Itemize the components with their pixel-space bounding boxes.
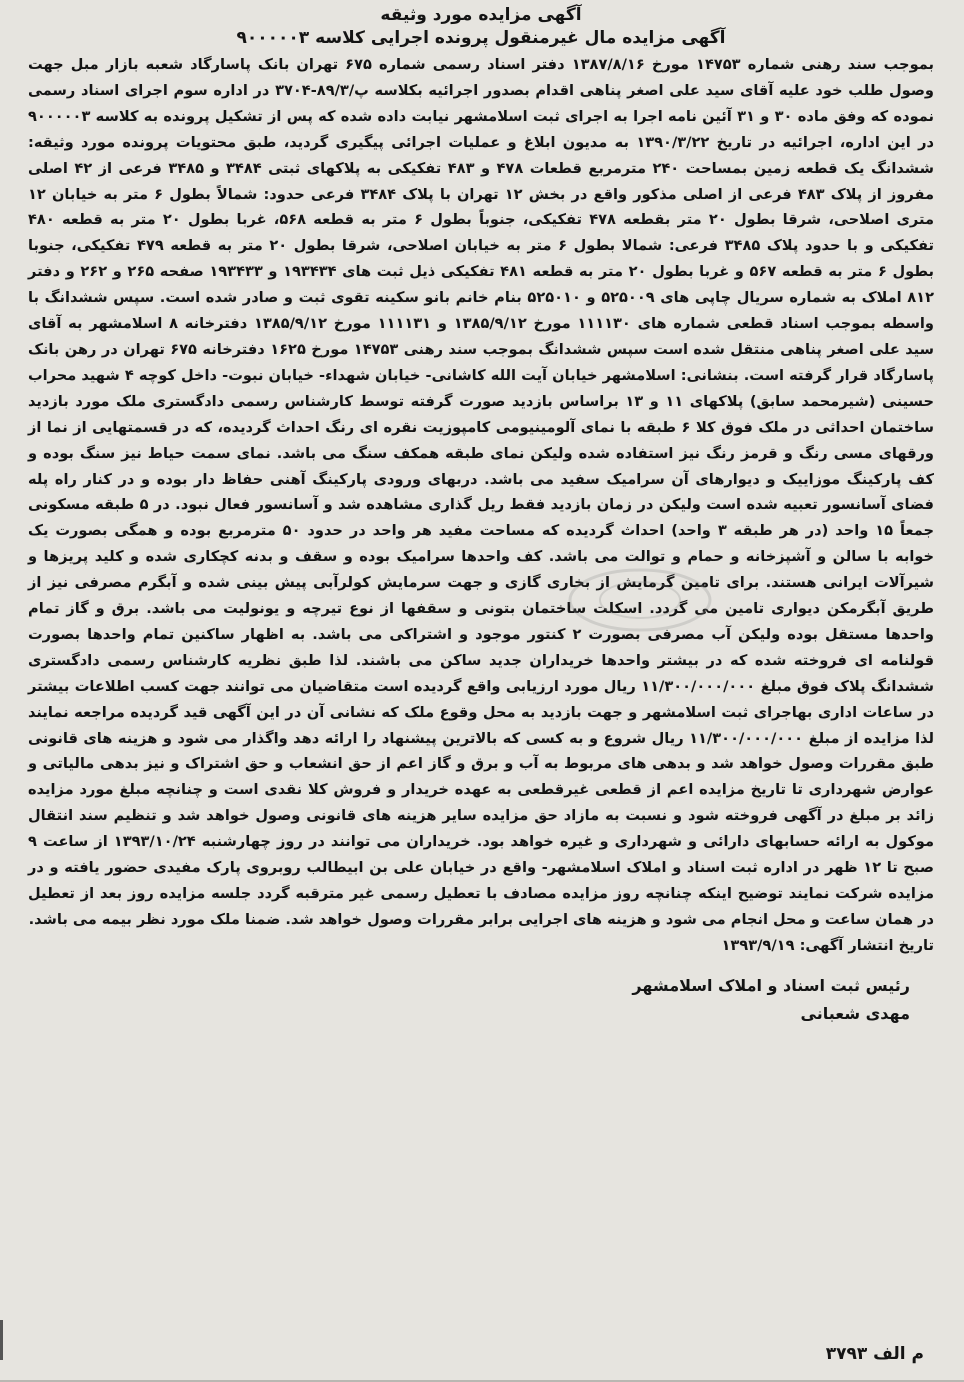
signatory-name: مهدی شعبانی [800,1003,910,1023]
signature-block [28,972,934,1028]
left-border-mark [0,1320,3,1360]
notice-title: آگهی مزایده مورد وثیقه [380,5,582,25]
auction-notice [28,4,934,1028]
publication-date: ۱۳۹۳/۹/۱۹ [721,936,795,954]
notice-code: م الف ۳۷۹۳ [825,1344,924,1364]
notice-body: بموجب سند رهنی شماره ۱۴۷۵۳ مورخ ۱۳۸۷/۸/۱۶ دفتر اسناد رسمی شماره ۶۷۵ تهران بانک پاسارگاد شعبه بازار مبل جهت وصول طلب خود علیه آقای سید علی اصغر پناهی اقدام بصدور اجرائیه بکلاسه پ/۸۹/۳-۳۷۰۴ در اداره سوم اجرای اسناد رسمی نموده که وفق ماده ۳۰ و ۳۱ آئین نامه اجرا به اجرای ثبت اسلامشهر نیابت داده شده که پس از تشکیل پرونده به کلاسه ۹۰۰۰۰۰۳ در این اداره، اجرائیه در تاریخ ۱۳۹۰/۳/۲۲ به مدیون ابلاغ و عملیات اجرائی پیگیری گردید، طبق محتویات پرونده مورد وثیقه: ششدانگ یک قطعه زمین بمساحت ۲۴۰ مترمربع قطعات ۴۷۸ و ۴۸۳ تفکیکی به پلاکهای ثبتی ۳۴۸۴ و ۳۴۸۵ فرعی از ۴۲ اصلی مفروز از پلاک ۴۸۳ فرعی از اصلی مذکور واقع در بخش ۱۲ تهران با پلاک ۳۴۸۴ فرعی حدود: شمالاً بطول ۶ متر به خیابان ۱۲ متری اصلاحی، شرقا بطول ۲۰ متر بقطعه ۴۷۸ تفکیکی، جنوباً بطول ۶ متر به قطعه ۵۶۸، غربا بطول ۲۰ متر به قطعه ۴۸۰ تفکیکی و با حدود پلاک ۳۴۸۵ فرعی: شمالا بطول ۶ متر به خیابان اصلاحی، شرقا بطول ۲۰ متر به قطعه ۴۷۹ تفکیکی، جنوبا بطول ۶ متر به قطعه ۵۶۷ و غربا بطول ۲۰ متر به قطعه ۴۸۱ تفکیکی ذیل ثبت های ۱۹۳۴۳۴ و ۱۹۳۴۳۳ صفحه ۲۶۵ و ۲۶۲ و دفتر ۸۱۲ املاک به شماره سریال چاپی های ۵۲۵۰۰۹ و ۵۲۵۰۱۰ بنام خانم بانو سکینه تقوی ثبت و صادر شده است. سپس ششدانگ با واسطه بموجب اسناد قطعی شماره های ۱۱۱۱۳۰ مورخ ۱۳۸۵/۹/۱۲ و ۱۱۱۱۳۱ مورخ ۱۳۸۵/۹/۱۲ دفترخانه ۸ اسلامشهر به آقای سید علی اصغر پناهی منتقل شده است سپس ششدانگ بموجب سند رهنی ۱۴۷۵۳ مورخ ۱۶۲۵ دفترخانه ۶۷۵ تهران در رهن بانک پاسارگاد قرار گرفته است. بنشانی: اسلامشهر خیابان آیت الله کاشانی- خیابان شهداء- خیابان نبوت- داخل کوچه ۴ شهید محراب حسینی (شیرمحمد سابق) پلاکهای ۱۱ و ۱۳ براساس بازدید صورت گرفته توسط کارشناس رسمی دادگستری ملک مورد بازدید ساختمان احداثی در ملک فوق کلا ۶ طبقه با نمای آلومینیومی کامپوزیت نقره ای رنگ احداث گردیده، که در قسمتهایی از نما از ورقهای مسی رنگ و قرمز رنگ نیز استفاده شده ولیکن نمای طبقه همکف سنگ می باشد. نمای سمت حیاط نیز سنگ بوده و کف پارکینگ موزاییک و دیوارهای آن سرامیک سفید می باشد. دربهای ورودی پارکینگ آهنی حفاظ دار بوده و در کنار راه پله فضای آسانسور تعبیه شده است ولیکن در زمان بازدید فقط ریل گذاری مشاهده شد و آسانسور فعال نبود. در ۵ طبقه مسکونی جمعاً ۱۵ واحد (در هر طبقه ۳ واحد) احداث گردیده که مساحت مفید هر واحد در حدود ۵۰ مترمربع بوده و همگی بصورت یک خوابه با سالن و آشپزخانه و حمام و توالت می باشد. کف واحدها سرامیک بوده و سقف و بدنه کچکاری شده و کلید پریزها و شیرآلات ایرانی هستند. برای تامین گرمایش از بخاری گازی و جهت سرمایش کولرآبی پیش بینی شده و آبگرم مصرفی نیز از طریق آبگرمکن دیواری تامین می گردد. اسکلت ساختمان بتونی و سقفها از نوع تیرچه و یونولیت می باشد. برق و گاز تمام واحدها مستقل بوده ولیکن آب مصرفی بصورت ۲ کنتور موجود و اشتراکی می باشد. به اظهار ساکنین تمام واحدها بصورت قولنامه ای فروخته شده که در بیشتر واحدها خریداران جدید ساکن می باشند. لذا طبق نظریه کارشناس رسمی دادگستری ششدانگ پلاک فوق مبلغ ۱۱/۳۰۰/۰۰۰/۰۰۰ ریال مورد ارزیابی واقع گردیده است متقاضیان می توانند جهت کسب اطلاعات بیشتر در ساعات اداری بهاجرای ثبت اسلامشهر و جهت بازدید به محل وقوع ملک که نشانی آن در این آگهی قید گردیده مراجعه نمایند لذا مزایده از مبلغ ۱۱/۳۰۰/۰۰۰/۰۰۰ ریال شروع و به کسی که بالاترین پیشنهاد را ارائه دهد واگذار می شود و هزینه های قانونی طبق مقررات وصول خواهد شد و بدهی های مربوط به آب و برق و گاز اعم از حق انشعاب و حق اشتراک و نیز بدهی مالیاتی و عوارض شهرداری تا تاریخ مزایده اعم از قطعی غیرقطعی به عهده خریدار و فروش کلا نقدی است و چنانچه مبلغ مورد مزایده زائد بر مبلغ در آگهی فروخته شود و نسبت به مازاد حق مزایده سایر هزینه های قانونی وصول خواهد شد و تنظیم سند انتقال موکول به ارائه حسابهای دارائی و شهرداری و غیره خواهد بود. خریداران می توانند در روز چهارشنبه ۱۳۹۳/۱۰/۲۴ از ساعت ۹ صبح تا ۱۲ ظهر در اداره ثبت اسناد و املاک اسلامشهر- واقع در خیابان علی بن ابیطالب روبروی پارک مفیدی حضور یافته و در مزایده شرکت نمایند توضیح اینکه چنانچه روز مزایده مصادف با تعطیل رسمی غیر مترقبه گردد جلسه مزایده روز بعد از تعطیل در همان ساعت و محل انجام می شود و هزینه های اجرایی برابر مقررات وصول خواهد شد. ضمنا ملک مورد نظر بیمه می باشد. [28,56,935,928]
publication-label: تاریخ انتشار آگهی: [799,936,934,954]
watermark-logo [560,560,720,640]
notice-subtitle: آگهی مزایده مال غیرمنقول پرونده اجرایی کلاسه ۹۰۰۰۰۰۳ [236,28,726,48]
signatory-office: رئیس ثبت اسناد و املاک اسلامشهر [632,975,910,995]
publication-date-line [28,933,934,958]
